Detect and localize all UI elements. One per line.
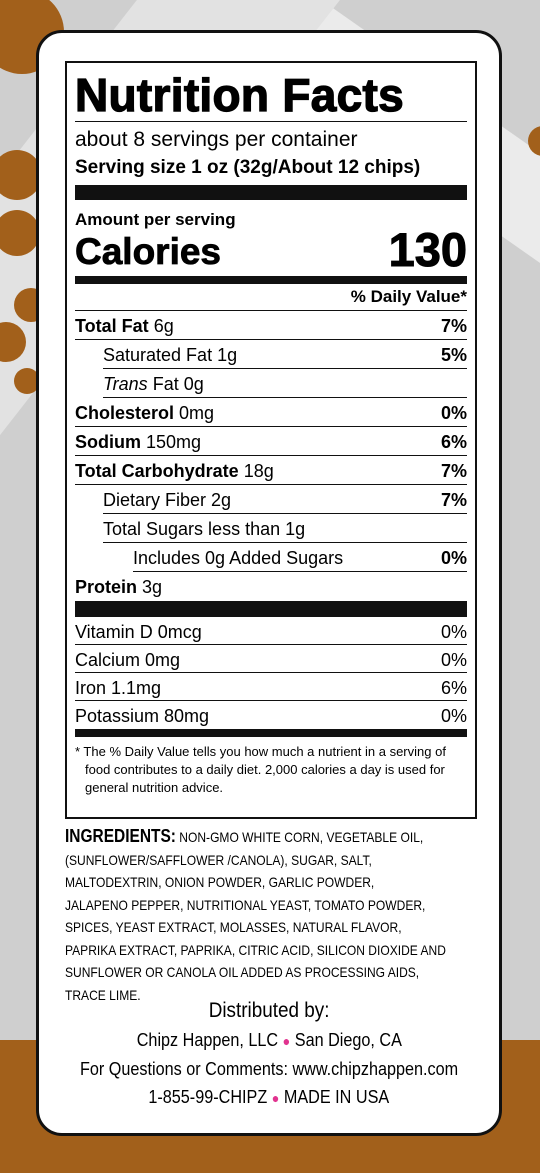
phone-line: [39, 1083, 499, 1112]
ingredients-line: SPICES, YEAST EXTRACT, MOLASSES, NATURAL FLAVOR,: [65, 919, 402, 935]
calories-label: Calories: [75, 231, 222, 272]
daily-value-header: % Daily Value*: [75, 284, 467, 311]
nutrient-row-cholesterol: [75, 398, 467, 427]
nutrient-amount: 1g: [217, 345, 238, 365]
nutrient-name: Saturated Fat: [103, 345, 213, 365]
vitamin-dv: 0%: [440, 706, 467, 726]
nutrient-dv: 0%: [440, 548, 467, 568]
company-name: Chipz Happen, LLC: [136, 1030, 278, 1050]
ingredients-line: JALAPENO PEPPER, NUTRITIONAL YEAST, TOMATO POWDER,: [65, 896, 426, 913]
nutrient-row-total-sugars: [103, 514, 467, 543]
nutrient-name: Protein: [75, 577, 138, 597]
ingredients-line: (SUNFLOWER/SAFFLOWER /CANOLA), SUGAR, SALT,: [65, 851, 372, 868]
nutrient-dv: 5%: [440, 345, 467, 365]
vitamin-name: Calcium 0mg: [75, 650, 181, 670]
vitamin-row-calcium: [75, 645, 467, 673]
daily-value-footnote: * The % Daily Value tells you how much a nutrient in a serving of food contributes to a daily diet. 2,000 calories a day is used for general nutrition advice.: [75, 744, 446, 795]
vitamin-name: Iron 1.1mg: [75, 678, 162, 698]
company-line: [39, 1026, 499, 1055]
vitamin-dv: 0%: [440, 650, 467, 670]
label-card: [36, 30, 502, 1136]
nutrient-dv: 7%: [440, 490, 467, 510]
nutrient-name: Includes 0g Added Sugars: [133, 548, 344, 568]
amount-per-serving: Amount per serving: [75, 210, 236, 229]
ingredients-line: PAPRIKA EXTRACT, PAPRIKA, CITRIC ACID, SILICON DIOXIDE AND: [65, 941, 446, 958]
thick-divider: [75, 185, 467, 200]
distributed-by-label: Distributed by:: [208, 999, 330, 1022]
nutrition-facts-title: Nutrition Facts: [75, 69, 405, 121]
nutrient-amount: 18g: [243, 461, 274, 481]
distributed-by: [39, 997, 499, 1025]
nutrient-name: Trans: [103, 374, 148, 394]
nutrient-amount: 2g: [211, 490, 232, 510]
vitamin-dv: 0%: [440, 622, 467, 642]
nutrient-row-total-carbohydrate: [75, 456, 467, 485]
nutrient-dv: 7%: [440, 316, 467, 336]
phone-number: 1-855-99-CHIPZ: [148, 1087, 268, 1107]
nutrient-row-dietary-fiber: [103, 485, 467, 514]
divider: [75, 121, 467, 122]
ingredients-line: MALTODEXTRIN, ONION POWDER, GARLIC POWDER,: [65, 874, 375, 890]
questions-text: For Questions or Comments: www.chipzhappen.com: [79, 1059, 459, 1079]
nutrient-name: Total Carbohydrate: [75, 461, 239, 481]
thick-divider: [75, 601, 467, 617]
calories-row: [75, 223, 467, 276]
nutrient-row-added-sugars: [133, 543, 467, 572]
nutrient-name: Total Fat: [75, 316, 149, 336]
nutrient-row-sodium: [75, 427, 467, 456]
nutrient-name: Total Sugars less than 1g: [103, 519, 306, 539]
nutrient-amount: 150mg: [146, 432, 202, 452]
nutrient-row-protein: [75, 572, 467, 601]
nutrient-row-trans-fat: [103, 369, 467, 398]
nutrient-name: Sodium: [75, 432, 141, 452]
made-in: MADE IN USA: [284, 1087, 390, 1107]
nutrient-amount: Fat 0g: [152, 374, 204, 394]
ingredients-line: TRACE LIME.: [65, 986, 141, 1003]
nutrient-row-saturated-fat: [103, 340, 467, 369]
vitamin-row-vitamin-d: [75, 617, 467, 645]
vitamin-name: Vitamin D 0mcg: [75, 622, 202, 642]
vitamin-row-potassium: [75, 701, 467, 729]
nutrient-row-total-fat: [75, 311, 467, 340]
ingredients-label: INGREDIENTS:: [65, 826, 176, 846]
bullet-dot: ●: [282, 1033, 290, 1049]
nutrient-amount: 6g: [153, 316, 174, 336]
serving-size: Serving size 1 oz (32g/About 12 chips): [75, 157, 421, 178]
nutrient-dv: 6%: [440, 432, 467, 452]
ingredients-line: SUNFLOWER OR CANOLA OIL ADDED AS PROCESSING AIDS,: [65, 964, 420, 980]
calories-value: 130: [388, 223, 467, 276]
questions-line: [39, 1055, 499, 1083]
nutrition-facts-panel: [65, 61, 477, 819]
nutrient-amount: 3g: [142, 577, 163, 597]
nutrient-dv: 0%: [440, 403, 467, 423]
nutrient-name: Cholesterol: [75, 403, 175, 423]
company-location: San Diego, CA: [294, 1030, 402, 1050]
ingredients-block: [65, 825, 495, 1006]
servings-per-container: about 8 servings per container: [75, 128, 358, 151]
vitamin-name: Potassium 80mg: [75, 706, 210, 726]
nutrient-dv: 7%: [440, 461, 467, 481]
medium-divider: [75, 729, 467, 737]
nutrient-amount: 0mg: [179, 403, 215, 423]
bullet-dot: ●: [271, 1090, 280, 1106]
medium-divider: [75, 276, 467, 284]
ingredients-line: NON-GMO WHITE CORN, VEGETABLE OIL,: [175, 829, 424, 845]
nutrient-name: Dietary Fiber: [103, 490, 207, 510]
vitamin-row-iron: [75, 673, 467, 701]
vitamin-dv: 6%: [440, 678, 467, 698]
